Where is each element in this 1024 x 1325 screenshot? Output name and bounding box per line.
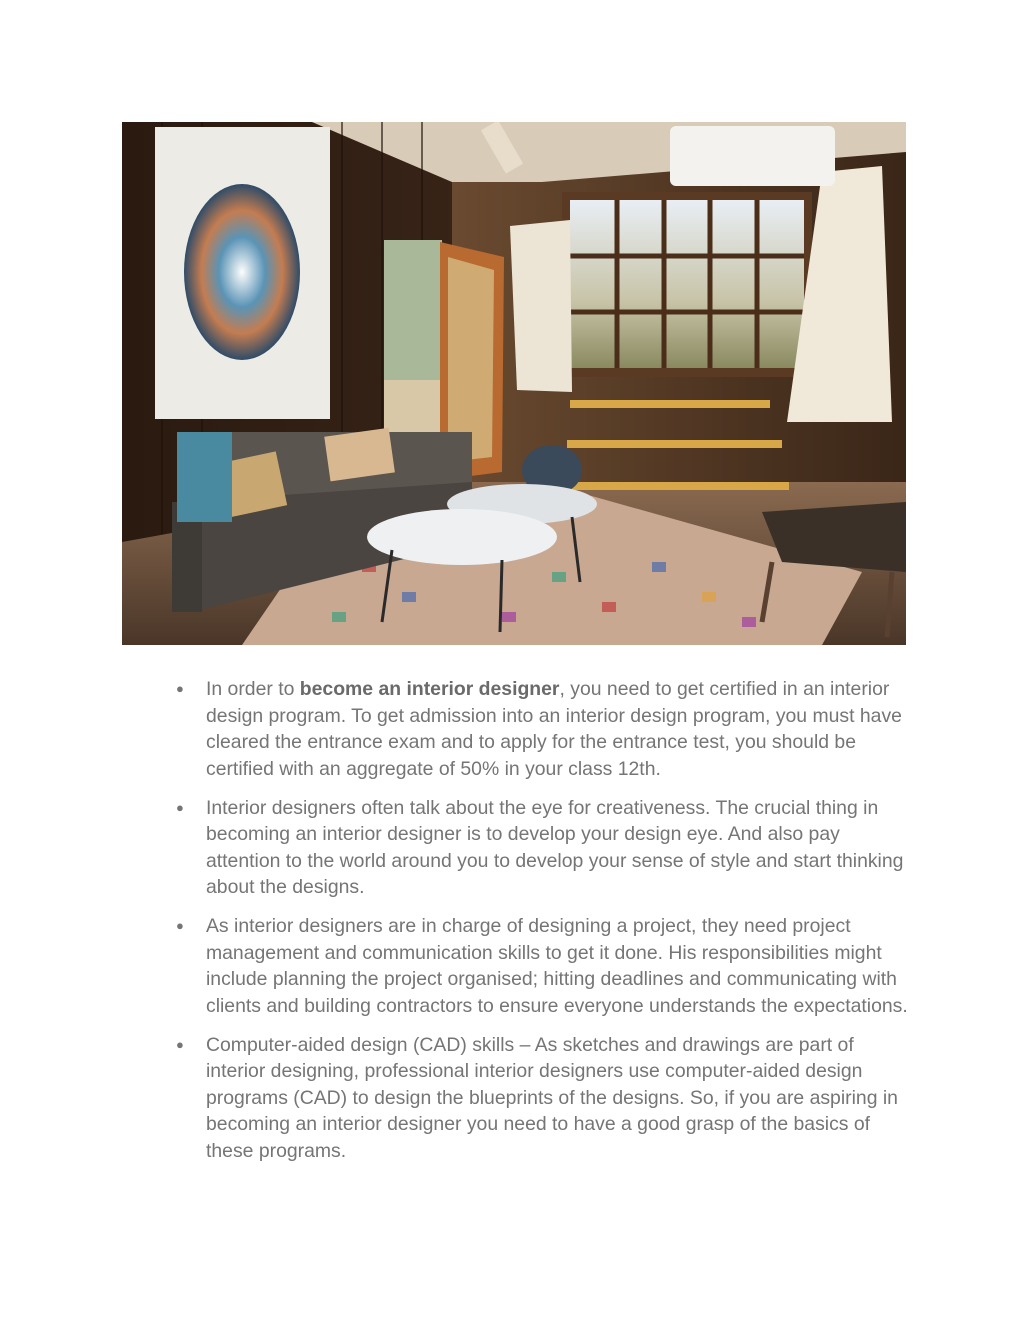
bullet-dot: ● <box>176 681 184 696</box>
list-item-bold-text: become an interior designer <box>299 678 560 700</box>
list-item <box>176 913 916 1019</box>
list-item <box>176 795 916 901</box>
list-item-text-after: , you need to get certified in an interior design program. To get admission into an interior design program, you must have cleared the entrance exam and to apply for the entrance test, you should be certified with an aggregate of 50% in your class 12th. <box>206 678 902 780</box>
bullet-dot: ● <box>176 1036 184 1052</box>
list-item <box>176 676 916 782</box>
living-room-photo <box>122 122 906 645</box>
list-item-text: Computer-aided design (CAD) skills – As sketches and drawings are part of interior designing, professional interior designers use computer-aided design programs (CAD) to design the blueprints of the designs. So, if you are aspiring in becoming an interior designer you need to have a good grasp of the basics of these programs. <box>206 1033 898 1162</box>
list-item <box>176 1032 916 1165</box>
list-item-text: As interior designers are in charge of designing a project, they need project management and communication skills to get it done. His responsibilities might include planning the project organised; hitting deadlines and communicating with clients and building contractors to ensure everyone understands the expectations. <box>206 915 908 1017</box>
list-item-text: Interior designers often talk about the eye for creativeness. The crucial thing in becoming an interior designer is to develop your design eye. And also pay attention to the world around you to develop your sense of style and start thinking about the designs. <box>206 796 904 898</box>
bullet-dot: ● <box>176 918 184 933</box>
bullet-dot: ● <box>176 799 184 815</box>
bullet-list <box>176 676 916 1177</box>
list-item-text-before: In order to <box>206 678 300 700</box>
